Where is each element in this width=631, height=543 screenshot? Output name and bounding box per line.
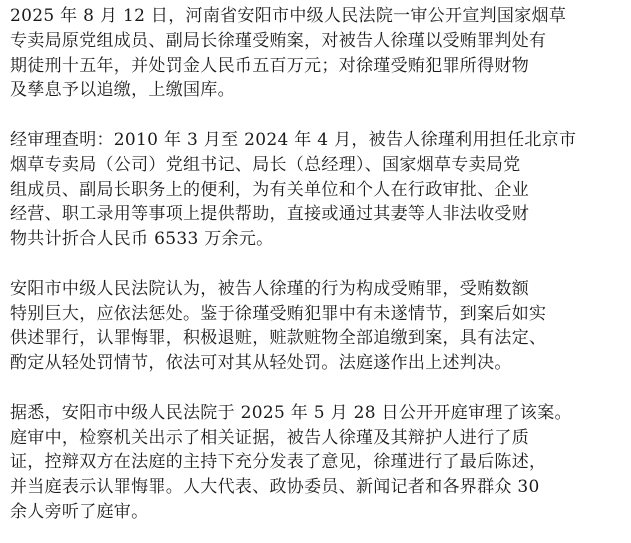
- text-line: 安阳市中级人民法院认为，被告人徐瑾的行为构成受贿罪，受贿数额: [10, 278, 529, 299]
- text-line: 证，控辩双方在法庭的主持下充分发表了意见，徐瑾进行了最后陈述，: [10, 452, 547, 473]
- text-line: 据悉，安阳市中级人民法院于 2025 年 5 月 28 日公开开庭审理了该案。: [10, 402, 572, 423]
- text-line: 组成员、副局长职务上的便利，为有关单位和个人在行政审批、企业: [10, 179, 529, 200]
- text-line: 专卖局原党组成员、副局长徐瑾受贿案，对被告人徐瑾以受贿罪判处有: [10, 30, 547, 51]
- text-line: 并当庭表示认罪悔罪。人大代表、政协委员、新闻记者和各界群众 30: [10, 477, 540, 498]
- paragraph-spacer: [10, 376, 621, 401]
- paragraph-court-opinion: [10, 277, 621, 376]
- text-line: 及孳息予以追缴，上缴国库。: [10, 80, 235, 101]
- text-line: 特别巨大，应依法惩处。鉴于徐瑾受贿犯罪中有未遂情节，到案后如实: [10, 303, 547, 324]
- text-line: 烟草专卖局（公司）党组书记、局长（总经理）、国家烟草专卖局党: [10, 154, 521, 175]
- text-line: 物共计折合人民币 6533 万余元。: [10, 229, 274, 250]
- paragraph-spacer: [10, 103, 621, 128]
- paragraph-findings: [10, 128, 621, 252]
- paragraph-spacer: [10, 252, 621, 277]
- text-line: 供述罪行，认罪悔罪，积极退赃，赃款赃物全部追缴到案，具有法定、: [10, 328, 547, 349]
- text-line: 2025 年 8 月 12 日，河南省安阳市中级人民法院一审公开宣判国家烟草: [10, 6, 567, 26]
- text-line: 经审理查明：2010 年 3 月至 2024 年 4 月，被告人徐瑾利用担任北京市: [10, 129, 577, 150]
- text-line: 期徒刑十五年，并处罚金人民币五百万元；对徐瑾受贿犯罪所得财物: [10, 55, 529, 76]
- text-line: 余人旁听了庭审。: [10, 501, 149, 522]
- text-line: 酌定从轻处罚情节，依法可对其从轻处罚。法庭遂作出上述判决。: [10, 353, 512, 374]
- paragraph-verdict: [10, 4, 621, 103]
- text-line: 经营、职工录用等事项上提供帮助，直接或通过其妻等人非法收受财: [10, 204, 529, 225]
- paragraph-trial-info: [10, 401, 621, 525]
- text-line: 庭审中，检察机关出示了相关证据，被告人徐瑾及其辩护人进行了质: [10, 427, 529, 448]
